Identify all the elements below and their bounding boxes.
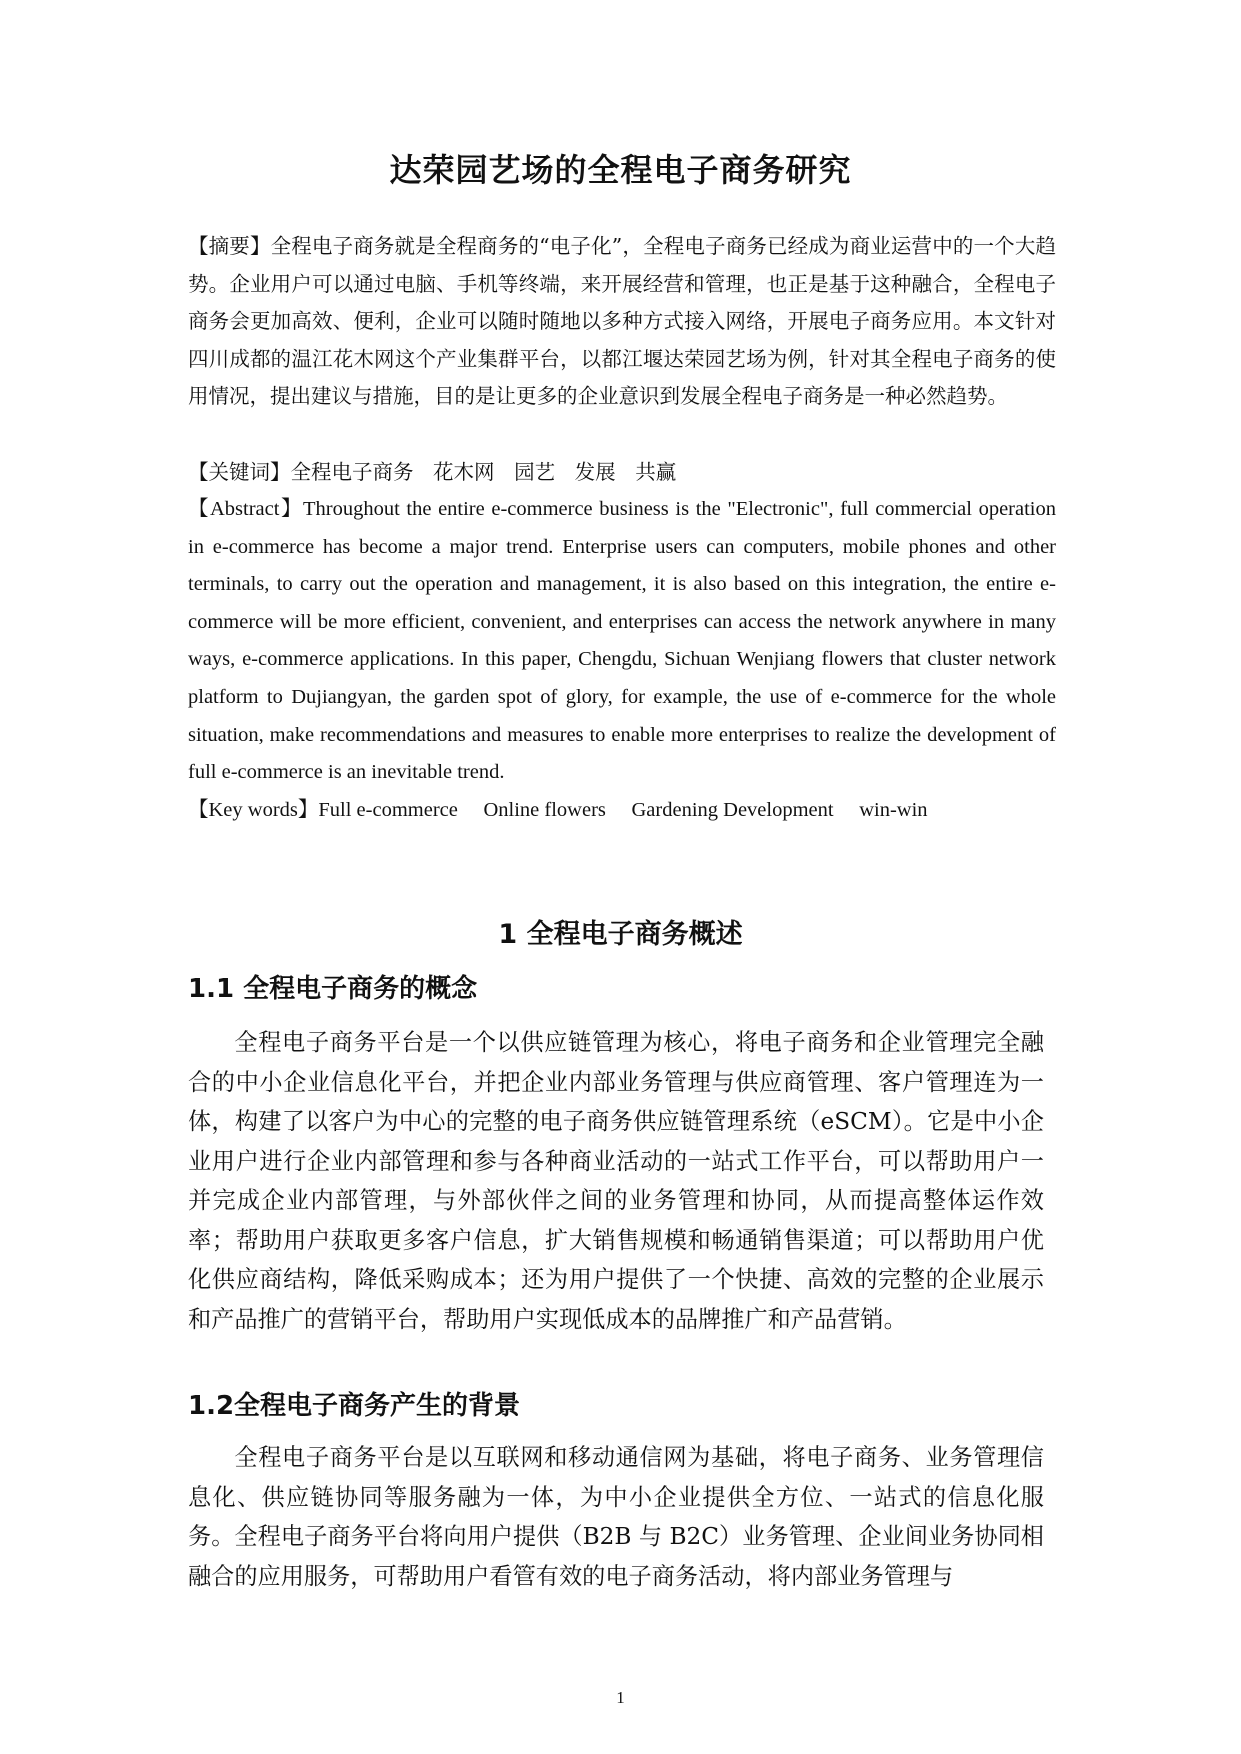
section-1-1-paragraph: 全程电子商务平台是一个以供应链管理为核心，将电子商务和企业管理完全融合的中小企业信息化平台，并把企业内部业务管理与供应商管理、客户管理连为一体，构建了以客户为中心的完整的电子商务供应链管理系统（eSCM）。它是中小企业用户进行企业内部管理和参与各种商业活动的一站式工作平台，可以帮助用户一并完成企业内部管理，与外部伙伴之间的业务管理和协同，从而提高整体运作效率；帮助用户获取更多客户信息，扩大销售规模和畅通销售渠道；可以帮助用户优化供应商结构，降低采购成本；还为用户提供了一个快捷、高效的完整的企业展示和产品推广的营销平台，帮助用户实现低成本的品牌推广和产品营销。 bbox=[188, 1029, 1044, 1333]
paper-title: 达荣园艺场的全程电子商务研究 bbox=[389, 151, 852, 189]
section-1-2-heading: 1.2全程电子商务产生的背景 bbox=[188, 1391, 521, 1421]
section-1-2-paragraph: 全程电子商务平台是以互联网和移动通信网为基础，将电子商务、业务管理信息化、供应链协同等服务融为一体，为中小企业提供全方位、一站式的信息化服务。全程电子商务平台将向用户提供（B2B 与 B2C）业务管理、企业间业务协同相融合的应用服务，可帮助用户看管有效的电子商务活动，将内部业务管理与 bbox=[188, 1444, 1044, 1590]
section-1-heading: 1 全程电子商务概述 bbox=[498, 919, 743, 950]
abstract-chinese: 【摘要】全程电子商务就是全程商务的“电子化”，全程电子商务已经成为商业运营中的一个大趋势。企业用户可以通过电脑、手机等终端，来开展经营和管理，也正是基于这种融合，全程电子商务会更加高效、便利，企业可以随时随地以多种方式接入网络，开展电子商务应用。本文针对四川成都的温江花木网这个产业集群平台，以都江堰达荣园艺场为例，针对其全程电子商务的使用情况，提出建议与措施，目的是让更多的企业意识到发展全程电子商务是一种必然趋势。 bbox=[188, 234, 1056, 408]
section-1-1-heading: 1.1 全程电子商务的概念 bbox=[188, 974, 478, 1004]
abstract-english: 【Abstract】Throughout the entire e-commerce business is the "Electronic", full commercial operation in e-commerce has become a major trend. Enterprise users can computers, mobile phones and other terminals, to carry out the operation and management, it is also based on this integration, the entire e-commerce will be more efficient, convenient, and enterprises can access the network anywhere in many ways, e-commerce applications. In this paper, Chengdu, Sichuan Wenjiang flowers that cluster network platform to Dujiangyan, the garden spot of glory, for example, the use of e-commerce for the whole situation, make recommendations and measures to enable more enterprises to realize the development of full e-commerce is an inevitable trend. bbox=[188, 498, 1056, 784]
keywords-chinese: 【关键词】全程电子商务 花木网 园艺 发展 共赢 bbox=[188, 460, 677, 484]
keywords-english: 【Key words】Full e-commerce Online flowers Gardening Development win-win bbox=[188, 799, 928, 821]
page-number: 1 bbox=[616, 1688, 625, 1707]
